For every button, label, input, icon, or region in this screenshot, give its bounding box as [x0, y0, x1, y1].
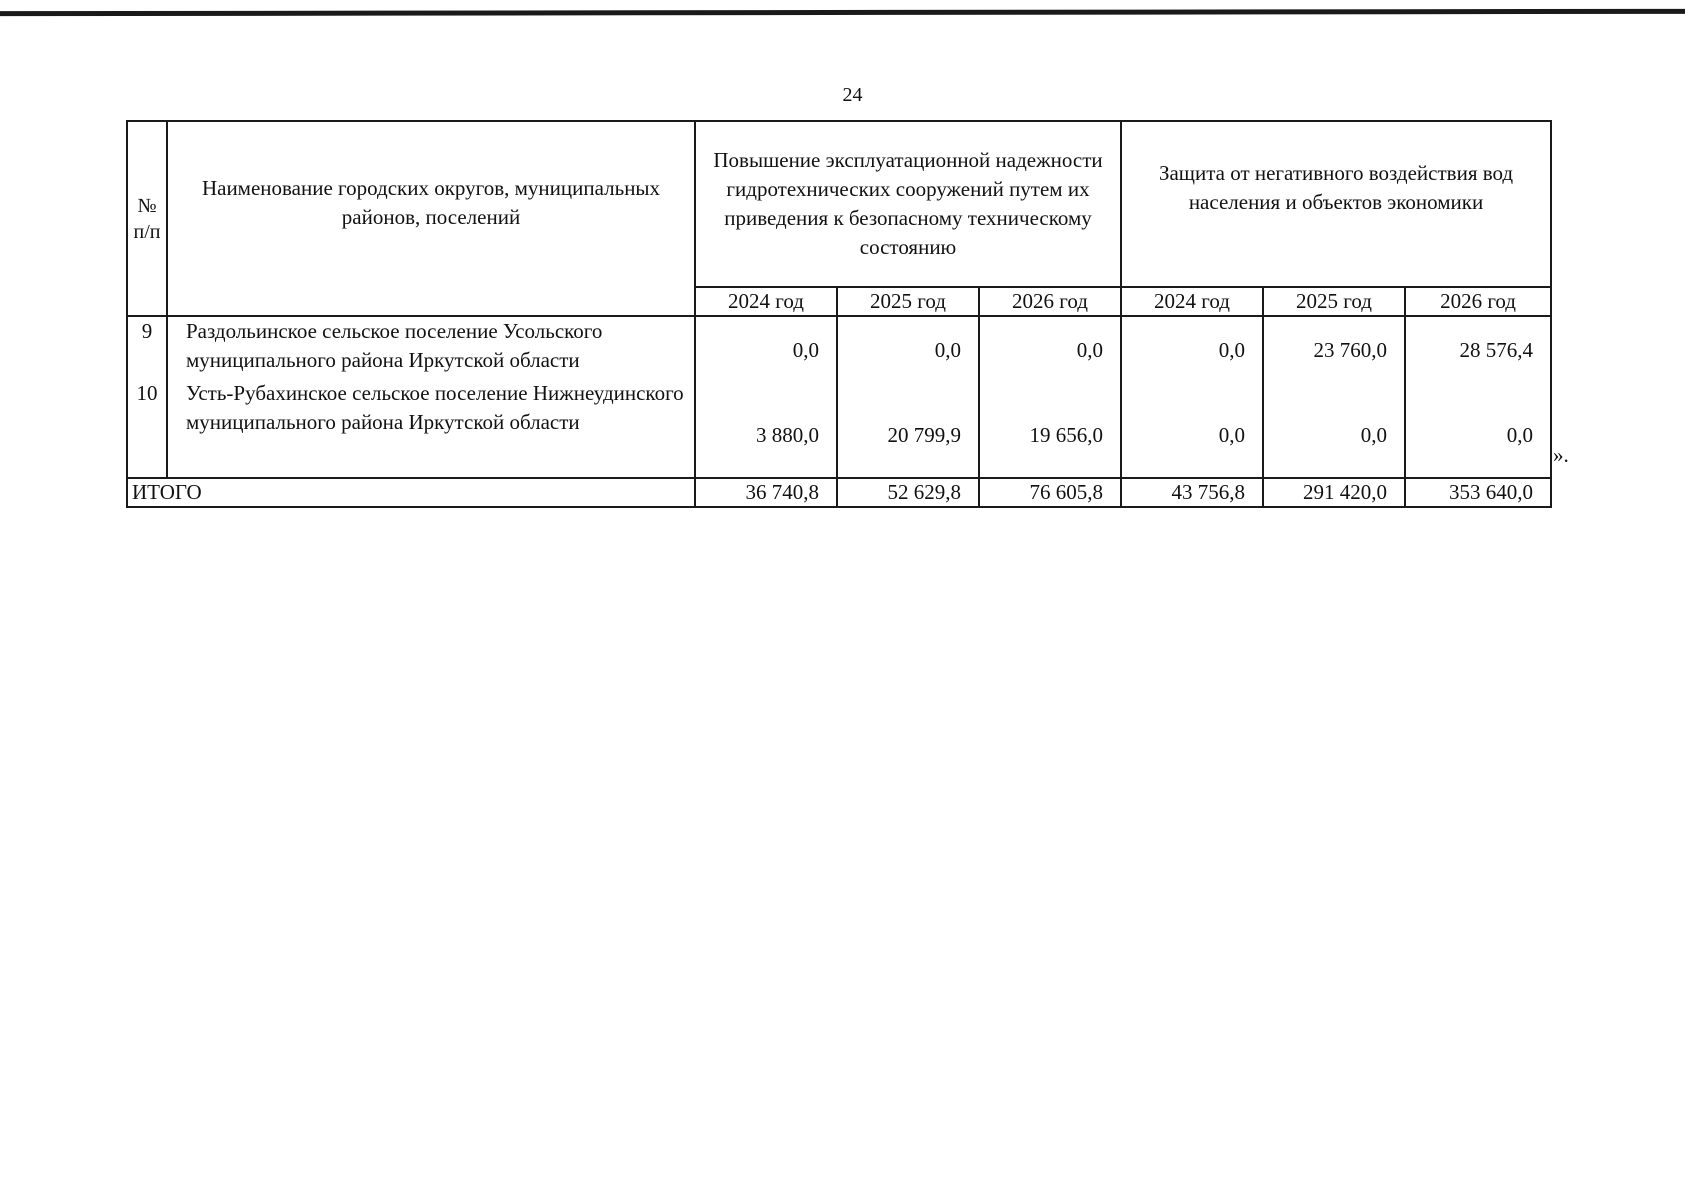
total-value: 353 640,0	[1405, 478, 1551, 507]
header-group-protection: Защита от негативного воздействия вод населения и объектов экономики	[1121, 121, 1551, 287]
table-row	[127, 379, 1551, 478]
top-border-rule	[0, 9, 1685, 16]
row-value: 20 799,9	[837, 379, 979, 478]
header-year: 2025 год	[1263, 287, 1405, 316]
row-value: 0,0	[1121, 316, 1263, 379]
row-value: 0,0	[1405, 379, 1551, 478]
total-value: 291 420,0	[1263, 478, 1405, 507]
total-value: 52 629,8	[837, 478, 979, 507]
header-year: 2026 год	[1405, 287, 1551, 316]
row-name: Раздольинское сельское поселение Усольского муниципального района Иркутской области	[167, 316, 695, 379]
budget-table	[126, 120, 1552, 508]
row-name: Усть-Рубахинское сельское поселение Нижнеудинского муниципального района Иркутской области	[167, 379, 695, 478]
row-value: 28 576,4	[1405, 316, 1551, 379]
row-value: 0,0	[1121, 379, 1263, 478]
page-number: 24	[842, 84, 863, 106]
table-row	[127, 316, 1551, 379]
total-row	[127, 478, 1551, 507]
header-year: 2025 год	[837, 287, 979, 316]
row-number: 10	[127, 379, 167, 478]
row-value: 3 880,0	[695, 379, 837, 478]
header-group-hydro: Повышение эксплуатационной надежности гидротехнических сооружений путем их приведения к безопасному техническому состоянию	[695, 121, 1121, 287]
row-value: 19 656,0	[979, 379, 1121, 478]
header-row	[127, 121, 1551, 287]
closing-quote-mark: ».	[1553, 443, 1569, 467]
row-value: 23 760,0	[1263, 316, 1405, 379]
row-value: 0,0	[837, 316, 979, 379]
total-value: 43 756,8	[1121, 478, 1263, 507]
header-year: 2024 год	[695, 287, 837, 316]
row-number: 9	[127, 316, 167, 379]
header-year: 2026 год	[979, 287, 1121, 316]
total-value: 76 605,8	[979, 478, 1121, 507]
row-value: 0,0	[1263, 379, 1405, 478]
row-value: 0,0	[695, 316, 837, 379]
header-name: Наименование городских округов, муниципальных районов, поселений	[167, 121, 695, 316]
header-num: № п/п	[127, 121, 167, 316]
total-value: 36 740,8	[695, 478, 837, 507]
row-value: 0,0	[979, 316, 1121, 379]
total-label: ИТОГО	[127, 478, 695, 507]
header-year: 2024 год	[1121, 287, 1263, 316]
